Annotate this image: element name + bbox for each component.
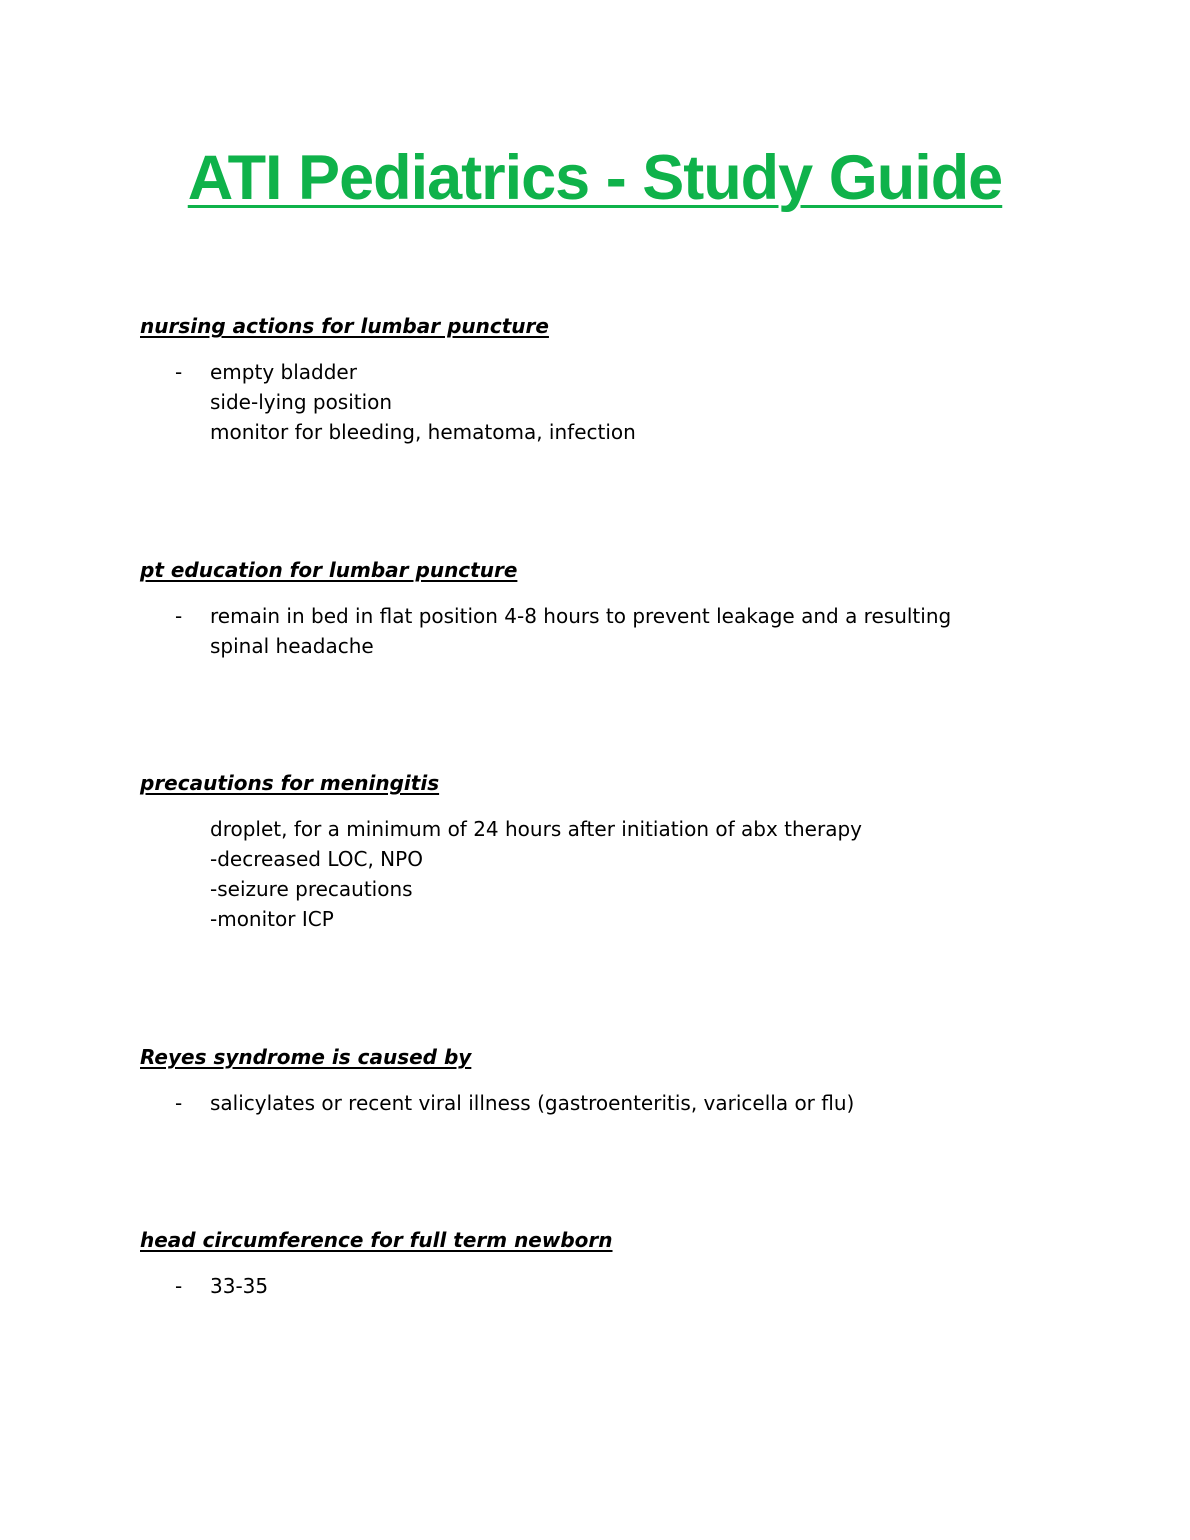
bullet-dash: - — [175, 1274, 183, 1298]
section-heading: pt education for lumbar puncture — [140, 558, 518, 582]
section-body — [210, 357, 1010, 447]
body-line: -decreased LOC, NPO — [210, 847, 423, 871]
body-line: empty bladder — [210, 360, 357, 384]
section-heading: precautions for meningitis — [140, 771, 440, 795]
body-line: droplet, for a minimum of 24 hours after initiation of abx therapy — [210, 817, 862, 841]
section-body — [210, 1088, 1010, 1118]
section-body — [210, 1271, 1010, 1301]
section-body — [210, 814, 1010, 934]
section-heading: head circumference for full term newborn — [140, 1228, 613, 1252]
body-line: 33-35 — [210, 1274, 269, 1298]
section-body — [210, 601, 1010, 661]
body-line: -monitor ICP — [210, 907, 334, 931]
body-line: -seizure precautions — [210, 877, 413, 901]
section-heading: Reyes syndrome is caused by — [140, 1045, 472, 1069]
page-title: ATI Pediatrics - Study Guide — [187, 143, 1003, 213]
body-line: remain in bed in flat position 4-8 hours to prevent leakage and a resulting — [210, 604, 952, 628]
bullet-dash: - — [175, 1091, 183, 1115]
bullet-dash: - — [175, 360, 183, 384]
body-line: spinal headache — [210, 634, 374, 658]
body-line: side-lying position — [210, 390, 393, 414]
body-line: salicylates or recent viral illness (gastroenteritis, varicella or flu) — [210, 1091, 855, 1115]
section-heading: nursing actions for lumbar puncture — [140, 314, 549, 338]
body-line: monitor for bleeding, hematoma, infection — [210, 420, 636, 444]
bullet-dash: - — [175, 604, 183, 628]
